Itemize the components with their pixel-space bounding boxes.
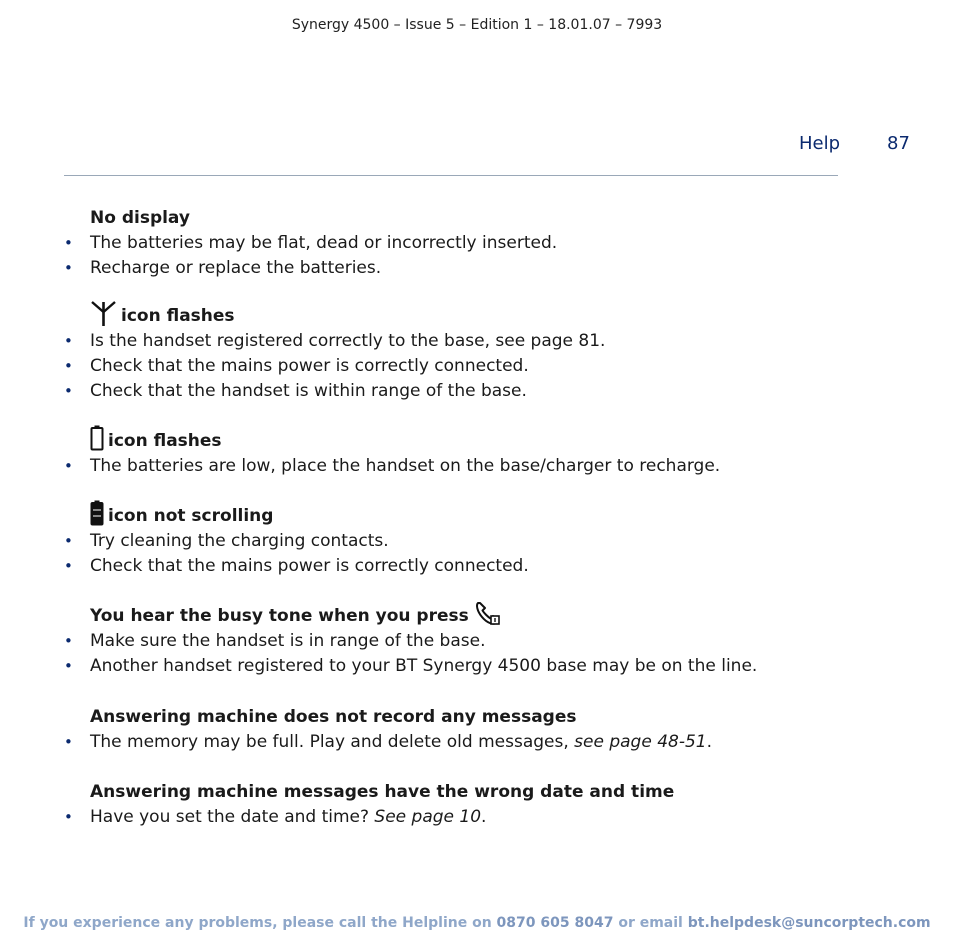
section-heading (90, 429, 904, 454)
section-heading (90, 304, 904, 329)
list-item (64, 354, 904, 379)
section-heading-text: icon flashes (108, 431, 222, 451)
bullet-dot-icon: • (64, 632, 73, 650)
bullet-dot-icon: • (64, 382, 73, 400)
list-item-text: The batteries may be flat, dead or incorrectly inserted. (90, 233, 558, 253)
section-label: Help (799, 133, 841, 154)
section-answering-wrong-date (64, 780, 904, 830)
bullet-dot-icon: • (64, 657, 73, 675)
section-antenna-icon-flashes (64, 304, 904, 404)
list-item-text: Have you set the date and time? (90, 807, 375, 827)
list-item-tail: . (481, 807, 487, 827)
list-item-text: The memory may be full. Play and delete old messages, (90, 732, 575, 752)
list-item (64, 454, 904, 479)
list-item (64, 231, 904, 256)
section-battery-icon-flashes (64, 429, 904, 479)
footer-prefix: If you experience any problems, please call the Helpline on (23, 915, 497, 931)
bullet-dot-icon: • (64, 733, 73, 751)
helpline-phone: 0870 605 8047 (496, 915, 614, 931)
document-id-line: Synergy 4500 – Issue 5 – Edition 1 – 18.01.07 – 7993 (291, 17, 663, 33)
list-item-text: Try cleaning the charging contacts. (90, 531, 389, 551)
section-heading-text: You hear the busy tone when you press (90, 606, 469, 626)
section-heading: No display (90, 208, 190, 228)
section-heading-text: icon not scrolling (108, 506, 274, 526)
list-item (64, 629, 904, 654)
list-item-text: Another handset registered to your BT Synergy 4500 base may be on the line. (90, 656, 758, 676)
section-heading-text: icon flashes (121, 306, 235, 326)
bullet-dot-icon: • (64, 357, 73, 375)
section-battery-not-scrolling (64, 504, 904, 579)
bullet-dot-icon: • (64, 259, 73, 277)
bullet-dot-icon: • (64, 234, 73, 252)
header-rule (64, 175, 838, 176)
list-item-text: Make sure the handset is in range of the base. (90, 631, 486, 651)
list-item-text: Recharge or replace the batteries. (90, 258, 382, 278)
section-heading: Answering machine messages have the wrong date and time (90, 782, 675, 802)
list-item-text: Is the handset registered correctly to the base, see page 81. (90, 331, 606, 351)
list-item (64, 554, 904, 579)
bullet-dot-icon: • (64, 332, 73, 350)
list-item (64, 329, 904, 354)
bullet-dot-icon: • (64, 532, 73, 550)
page-reference: See page 10 (374, 807, 482, 827)
list-item-text: The batteries are low, place the handset on the base/charger to recharge. (90, 456, 721, 476)
list-item (64, 654, 904, 679)
section-heading (90, 504, 904, 529)
helpline-footer (0, 915, 954, 931)
page-reference: see page 48-51 (574, 732, 707, 752)
list-item-text: Check that the mains power is correctly connected. (90, 556, 529, 576)
bullet-dot-icon: • (64, 557, 73, 575)
list-item (64, 529, 904, 554)
section-no-display (64, 206, 904, 281)
list-item-text: Check that the mains power is correctly connected. (90, 356, 529, 376)
helpdesk-email: bt.helpdesk@suncorptech.com (687, 915, 931, 931)
list-item (64, 730, 904, 755)
section-answering-no-record (64, 705, 904, 755)
section-heading (90, 604, 904, 629)
section-busy-tone (64, 604, 904, 679)
list-item (64, 379, 904, 404)
list-item-tail: . (706, 732, 713, 752)
list-item-text: Check that the handset is within range of the base. (90, 381, 527, 401)
bullet-dot-icon: • (64, 808, 73, 826)
section-heading: Answering machine does not record any messages (90, 707, 577, 727)
footer-middle: or email (613, 915, 688, 931)
bullet-dot-icon: • (64, 457, 73, 475)
list-item (64, 256, 904, 281)
list-item (64, 805, 904, 830)
page-number: 87 (887, 133, 910, 154)
